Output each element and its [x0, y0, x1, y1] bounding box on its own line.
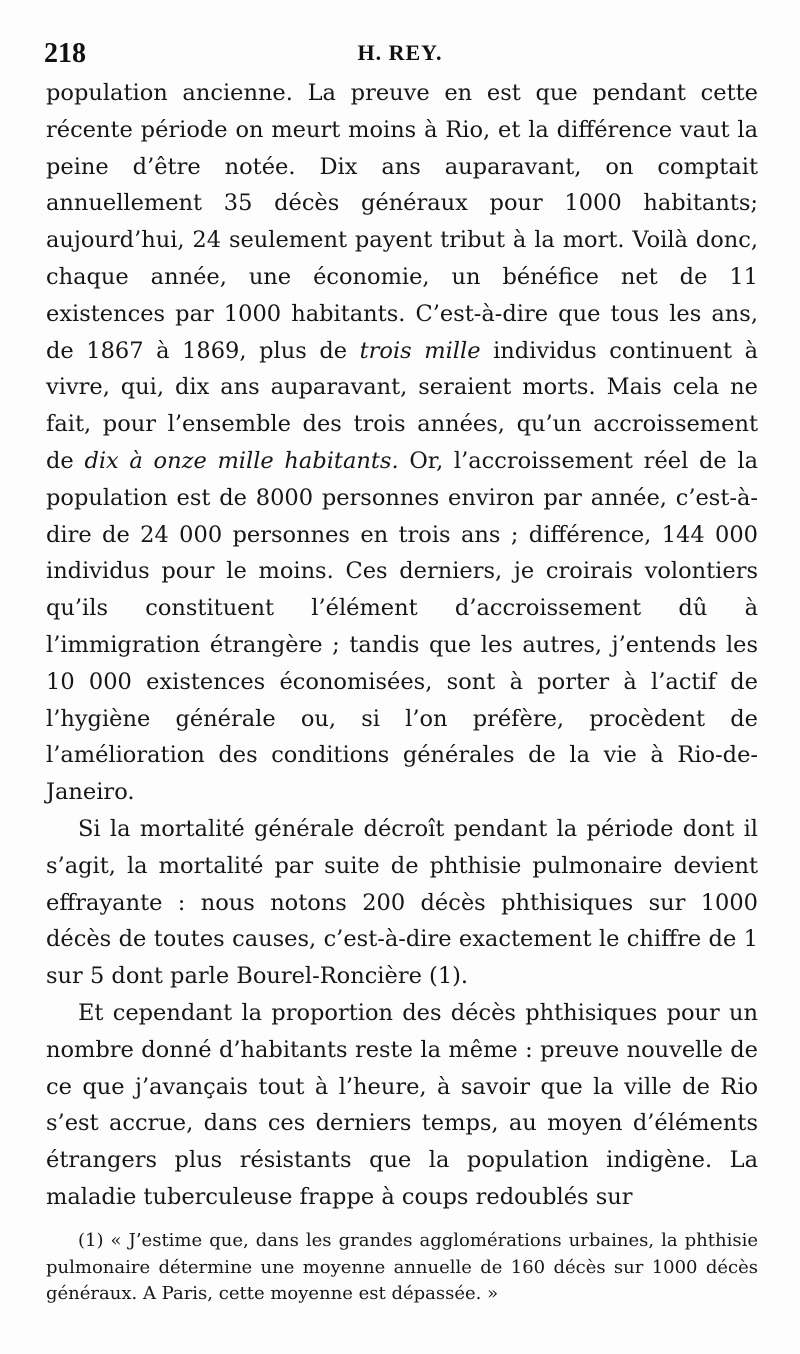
running-head: H. REY.: [357, 40, 443, 65]
page-header: [44, 34, 756, 74]
paragraph-3: Et cependant la proportion des décès phthisiques pour un nombre donné d’habitants reste la même : preuve nouvelle de ce que j’avançais tout à l’heure, à savoir que la ville de Rio s’est accrue, dans ces derniers temps, au moyen d’éléments étrangers plus résistants que la population indigène. La maladie tuberculeuse frappe à coups redoublés sur: [46, 999, 758, 1210]
paragraph-1-part-c: Or, l’accroissement réel de la population est de 8000 personnes environ par année, c’est-à-dire de 24 000 personnes en trois ans ; différence, 144 000 individus pour le moins. Ces derniers, je croirais volontiers qu’ils constituent l’élément d’accroissement dû à l’immigration étrangère ; tandis que les autres, j’entends les 10 000 existences économisées, sont à porter à l’actif de l’hygiène générale ou, si l’on préfère, procèdent de l’amélioration des conditions générales de la vie à Rio-de-Janeiro.: [46, 447, 759, 806]
main-text: [46, 75, 758, 1216]
emphasis-trois-mille: trois mille: [359, 337, 481, 364]
footnotes: [46, 1228, 758, 1308]
paragraph-1-part-a: population ancienne. La preuve en est que pendant cette récente période on meurt moins à Rio, et la différence vaut la peine d’être notée. Dix ans auparavant, on comptait annuellement 35 décès généraux pour 1000 habitants; aujourd’hui, 24 seulement payent tribut à la mort. Voilà donc, chaque année, une économie, un bénéfice net de 11 existences par 1000 habitants. C’est-à-dire que tous les ans, de 1867 à 1869, plus de: [46, 80, 758, 364]
paragraph-1: [46, 75, 758, 811]
emphasis-dix-a-onze-mille: dix à onze mille habitants.: [84, 447, 399, 474]
footnote-1: (1) « J’estime que, dans les grandes agglomérations urbaines, la phthisie pulmonaire détermine une moyenne annuelle de 160 décès sur 1000 décès généraux. A Paris, cette moyenne est dépassée. »: [46, 1230, 758, 1304]
paragraph-2: Si la mortalité générale décroît pendant la période dont il s’agit, la mortalité par suite de phthisie pulmonaire devient effrayante : nous notons 200 décès phthisiques sur 1000 décès de toutes causes, c’est-à-dire exactement le chiffre de 1 sur 5 dont parle Bourel-Roncière (1).: [46, 815, 758, 990]
page-number: 218: [44, 38, 86, 69]
paragraph-1-part-b: individus continuent à vivre, qui, dix ans auparavant, seraient morts. Mais cela ne fait, pour l’ensemble des trois années, qu’un accroissement de: [46, 337, 758, 474]
